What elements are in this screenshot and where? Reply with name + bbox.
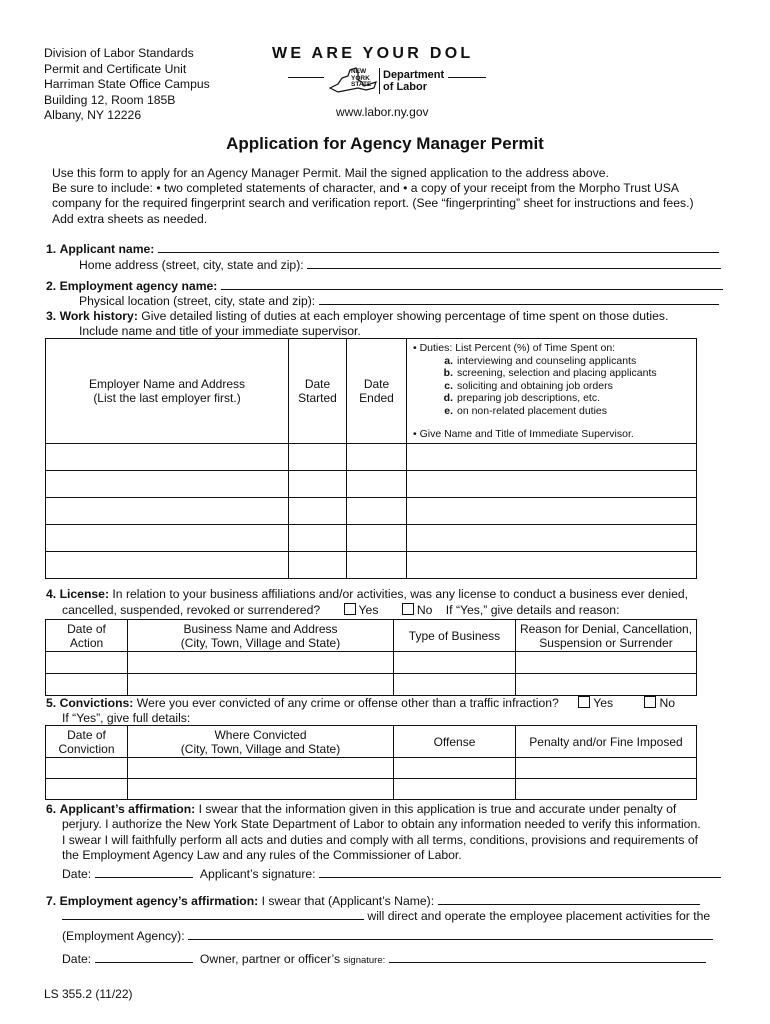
table-row[interactable] [46, 758, 697, 779]
applicant-affirmation-heading: 6. Applicant’s affirmation: I swear that the information given in this application is true and accurate under penalty of [46, 802, 677, 816]
applicant-name-field[interactable] [158, 242, 719, 253]
convictions-table [45, 725, 697, 800]
license-heading: 4. License: In relation to your business affiliations and/or activities, was any license to conduct a business ever denied, [46, 587, 689, 601]
table-row[interactable] [46, 471, 697, 498]
date-ended-col-header: Date Ended [347, 339, 407, 444]
address-line: Harriman State Office Campus [44, 77, 210, 91]
table-row[interactable] [46, 674, 697, 696]
affirm-applicant-name-cont-field[interactable] [62, 909, 364, 920]
duties-col-header: • Duties: List Percent (%) of Time Spent on: a. interviewing and counseling applicants b. screening, selection and placing applicants c. soliciting and obtaining job orders d. preparing job descriptions, etc. e. on non-related placement duties • Give Name and Title of Immediate Supervisor. [407, 339, 697, 444]
license-table [45, 619, 697, 696]
conviction-col-header: Where Convicted (City, Town, Village and State) [128, 726, 394, 758]
conviction-col-header: Penalty and/or Fine Imposed [516, 726, 697, 758]
license-no-checkbox[interactable] [402, 603, 414, 615]
table-row[interactable] [46, 779, 697, 800]
agency-address [44, 46, 210, 124]
conviction-col-header: Date of Conviction [46, 726, 128, 758]
table-row[interactable] [46, 652, 697, 674]
physical-location-field[interactable] [319, 294, 719, 305]
address-line: Albany, NY 12226 [44, 108, 142, 122]
license-col-header: Reason for Denial, Cancellation, Suspension or Surrender [516, 620, 697, 652]
dol-website[interactable]: www.labor.ny.gov [336, 105, 429, 119]
convictions-ifyes: If “Yes”, give full details: [62, 711, 191, 725]
date-started-col-header: Date Started [289, 339, 347, 444]
conviction-col-header: Offense [394, 726, 516, 758]
table-row[interactable] [46, 498, 697, 525]
agency-affirmation-heading: 7. Employment agency’s affirmation: I swear that (Applicant’s Name): [46, 894, 700, 908]
license-col-header: Date of Action [46, 620, 128, 652]
license-yes-checkbox[interactable] [344, 603, 356, 615]
agency-name-field[interactable] [221, 279, 723, 290]
license-col-header: Business Name and Address (City, Town, Village and State) [128, 620, 394, 652]
dol-tagline: WE ARE YOUR DOL [272, 45, 474, 62]
physical-location-row: Physical location (street, city, state and zip): [79, 294, 719, 308]
applicant-name-row: 1. Applicant name: [46, 242, 719, 256]
applicant-date-field[interactable] [95, 867, 193, 878]
applicant-signature-row: Date: Applicant’s signature: [62, 867, 721, 881]
owner-signature-row: Date: Owner, partner or officer’s signature: [62, 952, 706, 966]
affirm-applicant-name-field[interactable] [438, 894, 700, 905]
conviction-no-checkbox[interactable] [644, 696, 656, 708]
owner-date-field[interactable] [95, 952, 193, 963]
affirm-agency-field[interactable] [188, 929, 713, 940]
form-number: LS 355.2 (11/22) [44, 987, 133, 1001]
owner-signature-field[interactable] [389, 952, 706, 963]
agency-affirmation-line3: (Employment Agency): [62, 929, 713, 943]
table-row[interactable] [46, 525, 697, 552]
applicant-affirmation-text: perjury. I authorize the New York State Department of Labor to obtain any information needed to verify this information. I swear I will faithfully perform all acts and duties and comply with all terms, conditions, provisions and requirements of the Employment Agency Law and any rules of the Commissioner of Labor. [62, 817, 701, 862]
nys-logo-text: NEW YORK STATE [351, 68, 372, 89]
employer-col-header: Employer Name and Address (List the last employer first.) [46, 339, 289, 444]
agency-affirmation-line2: will direct and operate the employee placement activities for the [62, 909, 710, 923]
form-title: Application for Agency Manager Permit [226, 134, 544, 153]
work-history-subtext: Include name and title of your immediate supervisor. [79, 324, 361, 338]
address-line: Permit and Certificate Unit [44, 61, 187, 76]
applicant-signature-field[interactable] [319, 867, 721, 878]
license-col-header: Type of Business [394, 620, 516, 652]
form-instructions: Use this form to apply for an Agency Manager Permit. Mail the signed application to the address above. Be sure to include: • two completed statements of character, and • a copy of your receipt from the Morpho Trust USA company for the required fingerprint search and verification report. (See “fingerprinting” sheet for instructions and fees.) Add extra sheets as needed. [52, 166, 694, 226]
address-line: Building 12, Room 185B [44, 92, 176, 107]
address-line: Division of Labor Standards [44, 46, 194, 60]
convictions-heading: 5. Convictions: Were you ever convicted of any crime or offense other than a traffic infraction? Yes No [46, 696, 676, 710]
work-history-heading: 3. Work history: Give detailed listing of duties at each employer showing percentage of time spent on those duties. [46, 309, 669, 323]
dept-name: Department of Labor [383, 69, 445, 93]
agency-name-row: 2. Employment agency name: [46, 279, 723, 293]
conviction-yes-checkbox[interactable] [578, 696, 590, 708]
home-address-row: Home address (street, city, state and zip): [79, 258, 721, 272]
home-address-field[interactable] [307, 258, 721, 269]
table-row[interactable] [46, 552, 697, 579]
nys-dol-logo [288, 66, 486, 96]
license-question: cancelled, suspended, revoked or surrendered? Yes No If “Yes,” give details and reason: [62, 603, 620, 617]
work-history-table [45, 338, 697, 579]
table-row[interactable] [46, 444, 697, 471]
